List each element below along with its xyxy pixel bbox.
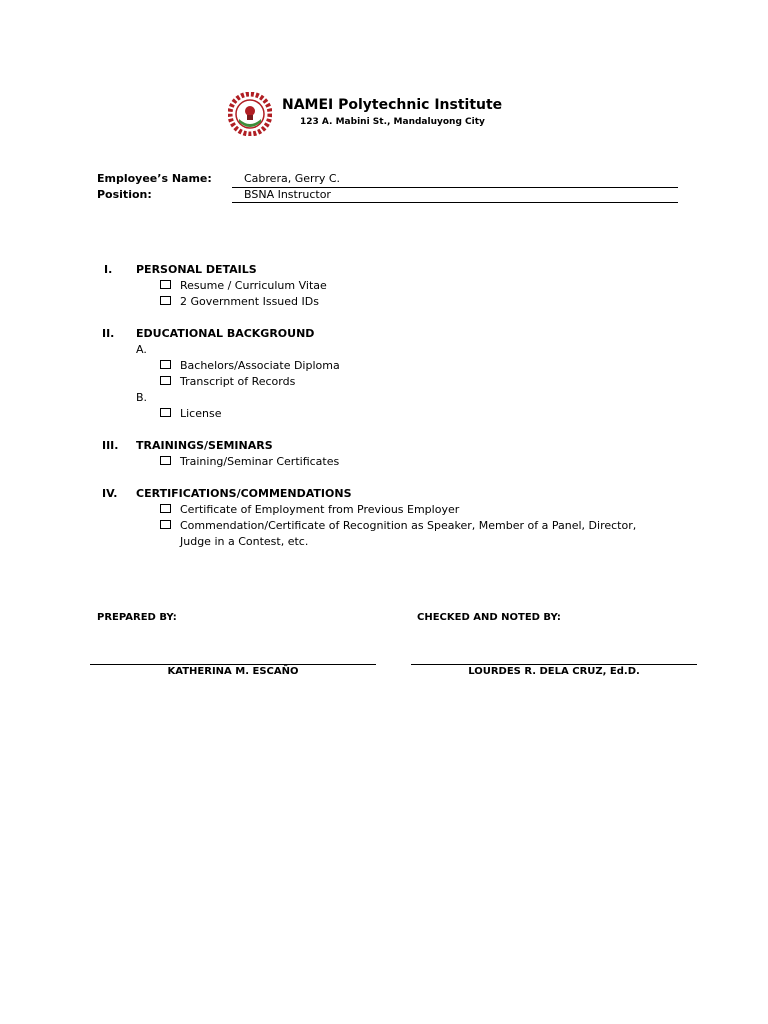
checked-by-label: CHECKED AND NOTED BY:	[417, 612, 561, 623]
checklist-item-label: License	[180, 407, 222, 420]
section-title-certifications-commendations: CERTIFICATIONS/COMMENDATIONS	[136, 487, 352, 500]
section-number: II.	[102, 327, 115, 340]
institution-name: NAMEI Polytechnic Institute	[282, 97, 503, 113]
checklist-item-label: Certificate of Employment from Previous Employer	[180, 503, 460, 516]
checklist-item-label: Training/Seminar Certificates	[180, 455, 340, 468]
checkbox[interactable]	[160, 456, 171, 465]
checkbox[interactable]	[160, 280, 171, 289]
section-title-trainings-seminars: TRAININGS/SEMINARS	[136, 439, 273, 452]
checked-by-signature-line	[411, 664, 697, 665]
checklist-item-label: 2 Government Issued IDs	[180, 295, 319, 308]
subsection-label-b: B.	[136, 391, 148, 404]
prepared-by-name: KATHERINA M. ESCAÑO	[167, 666, 299, 677]
prepared-by-label: PREPARED BY:	[97, 612, 177, 623]
school-seal-icon	[228, 92, 272, 136]
checklist-item	[160, 294, 319, 310]
employee-name-label: Employee’s Name:	[97, 172, 212, 185]
section-title-personal-details: PERSONAL DETAILS	[136, 263, 257, 276]
checkbox[interactable]	[160, 360, 171, 369]
position-value: BSNA Instructor	[244, 188, 331, 201]
section-number: I.	[104, 263, 113, 276]
checked-by-name: LOURDES R. DELA CRUZ, Ed.D.	[468, 666, 640, 677]
checklist-item	[160, 406, 221, 422]
checkbox[interactable]	[160, 504, 171, 513]
employee-name-value: Cabrera, Gerry C.	[244, 172, 341, 185]
section-number: III.	[102, 439, 119, 452]
checklist-item-label: Commendation/Certificate of Recognition as Speaker, Member of a Panel, Director, Judge in a Contest, etc.	[180, 519, 637, 548]
checklist-item	[160, 358, 340, 374]
subsection-label-a: A.	[136, 343, 147, 356]
prepared-by-signature-line	[90, 664, 376, 665]
checklist-item-label: Transcript of Records	[180, 375, 296, 388]
checkbox[interactable]	[160, 520, 171, 529]
position-underline	[232, 202, 678, 203]
section-title-educational-background: EDUCATIONAL BACKGROUND	[136, 327, 315, 340]
checklist-item	[160, 518, 640, 550]
institution-address: 123 A. Mabini St., Mandaluyong City	[300, 117, 485, 127]
checklist-item	[160, 278, 327, 294]
position-label: Position:	[97, 188, 152, 201]
checklist-item	[160, 374, 295, 390]
checklist-item	[160, 454, 339, 470]
checkbox[interactable]	[160, 408, 171, 417]
checklist-item-label: Resume / Curriculum Vitae	[180, 279, 327, 292]
checklist-item-label: Bachelors/Associate Diploma	[180, 359, 340, 372]
section-number: IV.	[102, 487, 118, 500]
checkbox[interactable]	[160, 296, 171, 305]
checkbox[interactable]	[160, 376, 171, 385]
checklist-item	[160, 502, 459, 518]
